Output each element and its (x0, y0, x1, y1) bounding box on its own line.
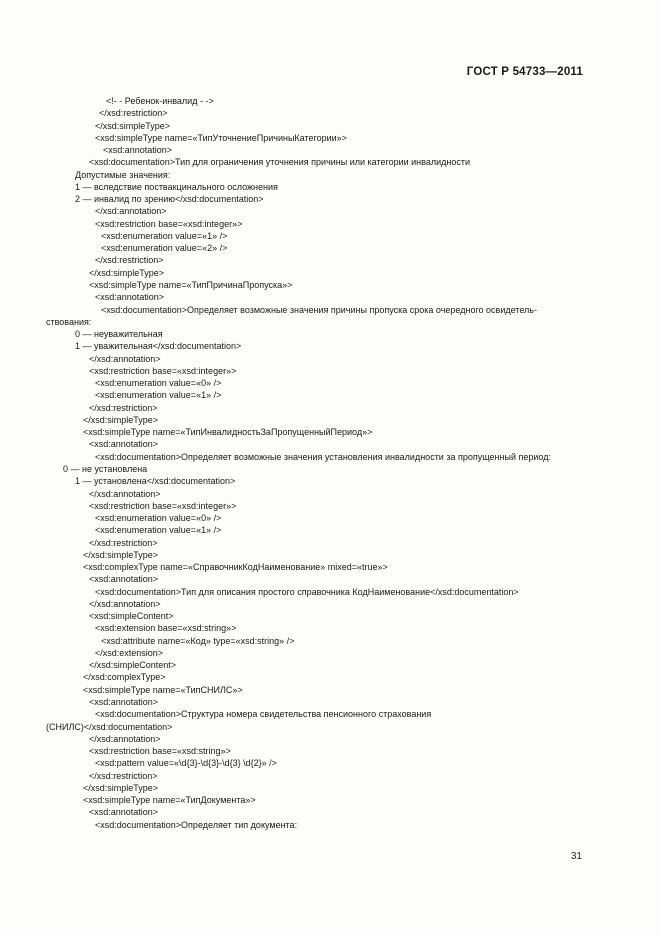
code-line: <xsd:documentation>Определяет возможные значения причины пропуска срока очередного освидетель- (101, 304, 537, 315)
code-line: <xsd:attribute name=«Код» type=«xsd:string» /> (101, 635, 295, 646)
code-line: 2 — инвалид по зрению</xsd:documentation> (75, 194, 264, 205)
code-line: (СНИЛС)</xsd:documentation> (46, 721, 173, 732)
code-line: <xsd:annotation> (89, 439, 159, 450)
code-line: <xsd:enumeration value=«2» /> (101, 243, 228, 254)
code-line: 1 — установлена</xsd:documentation> (75, 476, 236, 487)
code-line: </xsd:annotation> (89, 598, 161, 609)
code-line: <xsd:pattern value=«\d{3}-\d{3}-\d{3} \d{2}» /> (95, 758, 277, 769)
code-line: </xsd:simpleType> (83, 414, 159, 425)
code-line: </xsd:annotation> (95, 206, 167, 217)
code-line: <xsd:enumeration value=«1» /> (95, 525, 222, 536)
code-line: ствования: (46, 316, 92, 327)
code-line: <xsd:simpleType name=«ТипУточнениеПричиныКатегории»> (95, 132, 347, 143)
code-line: </xsd:simpleType> (95, 120, 171, 131)
code-line: </xsd:restriction> (95, 255, 164, 266)
code-line: <xsd:simpleContent> (89, 611, 174, 622)
code-line: <xsd:documentation>Структура номера свидетельства пенсионного страхования (95, 709, 432, 720)
code-line: <xsd:complexType name=«СправочникКодНаименование» mixed=«true»> (83, 562, 388, 573)
code-line: <xsd:simpleType name=«ТипДокумента»> (83, 795, 256, 806)
code-line: <xsd:documentation>Тип для описания простого справочника КодНаименование</xsd:documentation> (95, 586, 519, 597)
code-line: <xsd:enumeration value=«0» /> (95, 378, 222, 389)
document-header: ГОСТ Р 54733—2011 (466, 66, 583, 78)
code-line: </xsd:simpleContent> (89, 660, 177, 671)
code-line: </xsd:simpleType> (83, 782, 159, 793)
code-line: <xsd:annotation> (103, 145, 173, 156)
code-line: <xsd:annotation> (89, 697, 159, 708)
code-line: 0 — неуважительная (75, 329, 163, 340)
code-line: <xsd:restriction base=«xsd:integer»> (89, 500, 237, 511)
code-line: </xsd:annotation> (89, 733, 161, 744)
code-line: <xsd:enumeration value=«1» /> (95, 390, 222, 401)
code-line: 0 — не установлена (63, 463, 148, 474)
page-number: 31 (570, 851, 582, 862)
code-line: <xsd:enumeration value=«0» /> (95, 513, 222, 524)
code-line: <xsd:documentation>Тип для ограничения уточнения причины или категории инвалидности (89, 157, 470, 168)
code-line: </xsd:complexType> (83, 672, 166, 683)
code-line: </xsd:extension> (95, 647, 164, 658)
code-line: <!- - Ребенок-инвалид - -> (106, 96, 214, 106)
code-line: <xsd:simpleType name=«ТипСНИЛС»> (83, 684, 243, 695)
code-line: </xsd:restriction> (89, 537, 158, 548)
code-listing (0, 95, 661, 831)
code-line: 1 — уважительная</xsd:documentation> (75, 341, 242, 352)
code-line: Допустимые значения: (75, 169, 171, 180)
code-line: <xsd:restriction base=«xsd:string»> (89, 746, 231, 757)
code-line: <xsd:annotation> (89, 807, 159, 818)
code-line: </xsd:restriction> (99, 108, 168, 119)
code-line: <xsd:extension base=«xsd:string»> (95, 623, 237, 634)
code-line: <xsd:simpleType name=«ТипПричинаПропуска»> (89, 279, 293, 290)
code-line: <xsd:enumeration value=«1» /> (101, 230, 228, 241)
code-line: <xsd:restriction base=«xsd:integer»> (89, 365, 237, 376)
code-line: <xsd:simpleType name=«ТипИнвалидностьЗаПропущенныйПериод»> (83, 427, 373, 438)
code-line: </xsd:annotation> (89, 353, 161, 364)
code-line: <xsd:documentation>Определяет возможные значения установления инвалидности за пропущенный период: (95, 451, 551, 462)
code-line: </xsd:simpleType> (89, 267, 165, 278)
code-line: </xsd:restriction> (89, 770, 158, 781)
code-line: </xsd:simpleType> (83, 549, 159, 560)
code-line: <xsd:documentation>Определяет тип документа: (95, 819, 298, 830)
code-line: </xsd:annotation> (89, 488, 161, 499)
code-line: </xsd:restriction> (89, 402, 158, 413)
code-line: 1 — вследствие поствакцинального осложнения (75, 181, 278, 192)
code-line: <xsd:restriction base=«xsd:integer»> (95, 218, 243, 229)
code-line: <xsd:annotation> (95, 292, 165, 303)
code-line: <xsd:annotation> (89, 574, 159, 585)
